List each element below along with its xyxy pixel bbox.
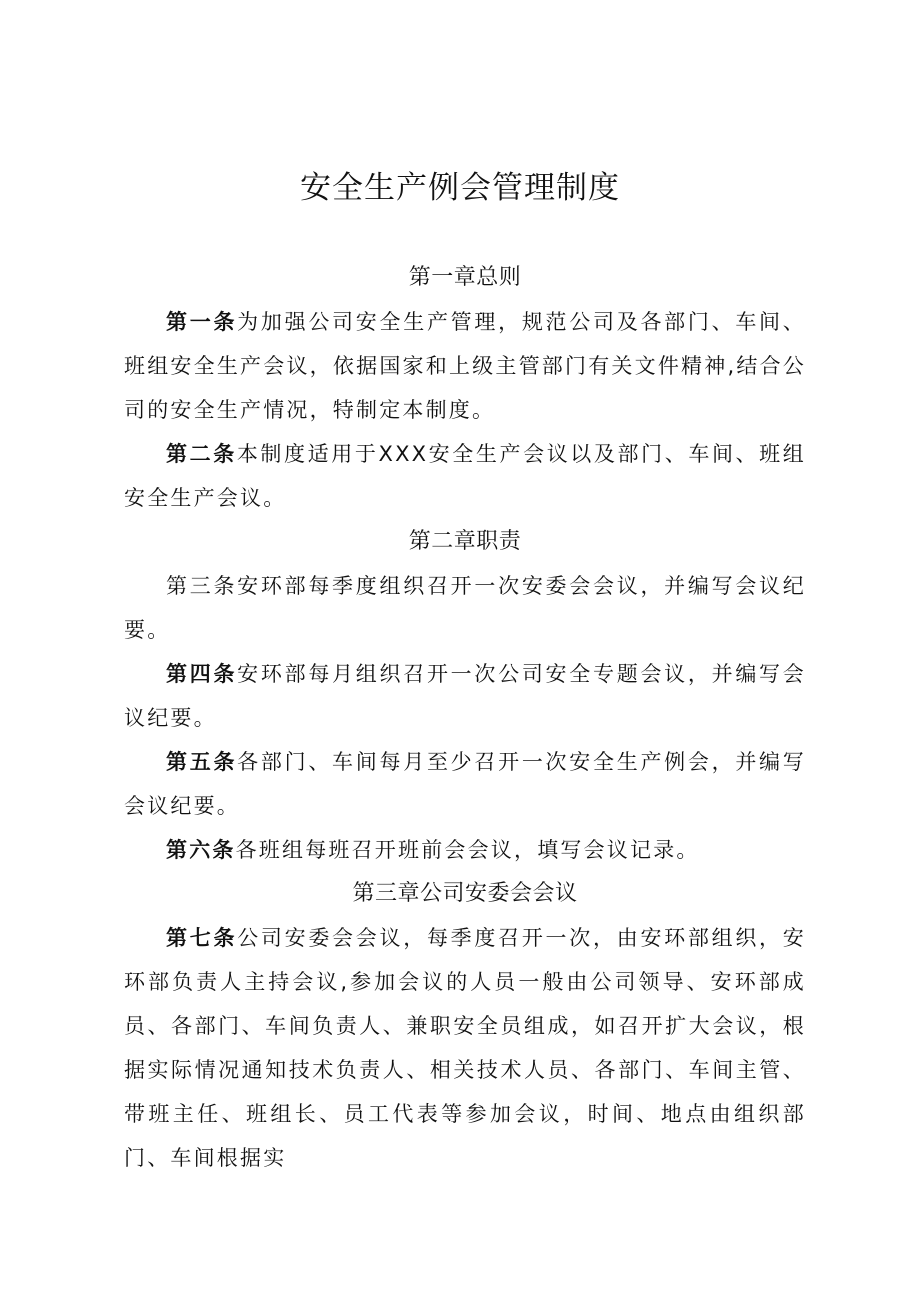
article-text: 本制度适用于XXX安全生产会议以及部门、车间、班组安全生产会议。 <box>124 442 806 510</box>
document-title: 安全生产例会管理制度 <box>300 170 620 206</box>
article <box>124 564 806 652</box>
article-number: 第七条 <box>166 926 238 950</box>
document-body <box>124 256 806 1180</box>
chapter-heading: 第三章公司安委会会议 <box>352 881 578 906</box>
article <box>124 740 806 828</box>
article-text: 各班组每班召开班前会会议，填写会议记录。 <box>235 838 700 862</box>
article-number: 第二条 <box>166 442 237 466</box>
article-text: 安环部每季度组织召开一次安委会会议，并编写会议纪要。 <box>124 574 806 642</box>
chapter-heading: 第一章总则 <box>408 265 522 290</box>
article-text: 公司安委会会议，每季度召开一次，由安环部组织，安环部负责人主持会议,参加会议的人员一般由公司领导、安环部成员、各部门、车间负责人、兼职安全员组成，如召开扩大会议，根据实际情况通知技术负责人、相关技术人员、各部门、车间主管、带班主任、班组长、员工代表等参加会议，时间、地点由组织部门、车间根据实 <box>124 926 806 1170</box>
article-number: 第五条 <box>166 750 238 774</box>
article <box>124 652 806 740</box>
chapter-heading: 第二章职责 <box>408 529 522 554</box>
article <box>124 300 806 432</box>
article-text: 安环部每月组织召开一次公司安全专题会议，并编写会议纪要。 <box>124 662 806 730</box>
article-number: 第三条 <box>166 574 238 598</box>
article <box>124 432 806 520</box>
article-number: 第一条 <box>166 310 238 334</box>
article-number: 第四条 <box>166 662 238 686</box>
article <box>124 828 806 872</box>
article-text: 各部门、车间每月至少召开一次安全生产例会，并编写会议纪要。 <box>124 750 806 818</box>
article-text: 为加强公司安全生产管理，规范公司及各部门、车间、班组安全生产会议，依据国家和上级主管部门有关文件精神,结合公司的安全生产情况，特制定本制度。 <box>124 310 806 422</box>
article <box>124 916 806 1180</box>
article-number: 第六条 <box>166 838 236 862</box>
